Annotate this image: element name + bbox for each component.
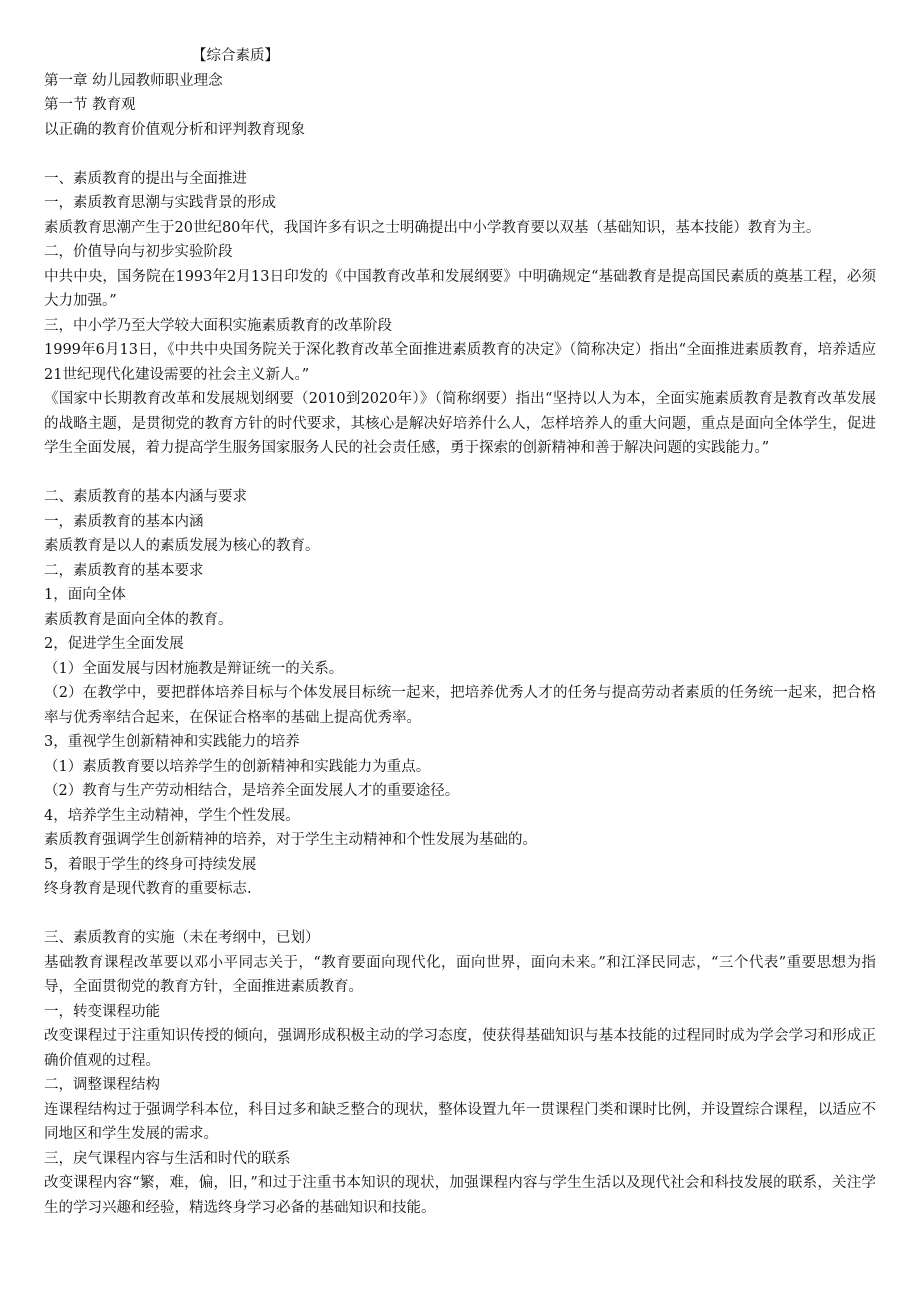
part2-sub1-title: 一，素质教育的基本内涵 — [44, 513, 204, 530]
requirement-2-item-2: （2）在教学中，要把群体培养目标与个体发展目标统一起来，把培养优秀人才的任务与提高劳动者素质的任务统一起来，把合格率与优秀率结合起来，在保证合格率的基础上提高优秀率。 — [44, 685, 876, 726]
requirement-3-item-1: （1）素质教育要以培养学生的创新精神和实践能力为重点。 — [44, 758, 431, 775]
spacer — [44, 902, 876, 927]
part1-sub1-title: 一，素质教育思潮与实践背景的形成 — [44, 195, 276, 211]
requirement-5-text: 终身教育是现代教育的重要标志. — [44, 881, 252, 897]
part3-sub3-text: 改变课程内容“繁，难，偏，旧，”和过于注重书本知识的现状，加强课程内容与学生生活以及现代社会和科技发展的联系，关注学生的学习兴趣和经验，精选终身学习必备的基础知识和技能。 — [44, 1175, 876, 1216]
requirement-5-title: 5，着眼于学生的终身可持续发展 — [44, 856, 257, 873]
part1-sub3-text1: 1999年6月13日，《中共中央国务院关于深化教育改革全面推进素质教育的决定》（简称决定）指出“全面推进素质教育，培养适应21世纪现代化建设需要的社会主义新人。” — [44, 342, 876, 383]
part3-intro: 基础教育课程改革要以邓小平同志关于，“教育要面向现代化，面向世界，面向未来。”和江泽民同志，“三个代表”重要思想为指导，全面贯彻党的教育方针，全面推进素质教育。 — [44, 954, 876, 995]
document-page — [44, 44, 876, 1220]
spacer — [44, 142, 876, 167]
part1-sub3-title: 三，中小学乃至大学较大面积实施素质教育的改革阶段 — [44, 317, 392, 334]
requirement-4-title: 4，培养学生主动精神，学生个性发展。 — [44, 807, 300, 824]
requirement-3-title: 3，重视学生创新精神和实践能力的培养 — [44, 734, 300, 750]
requirement-4-text: 素质教育强调学生创新精神的培养，对于学生主动精神和个性发展为基础的。 — [44, 832, 537, 848]
part3-heading: 三、素质教育的实施（未在考纲中，已划） — [44, 930, 320, 946]
part3-sub3-title: 三，戾气课程内容与生活和时代的联系 — [44, 1150, 291, 1167]
chapter-heading: 第一章 幼儿园教师职业理念 — [44, 72, 223, 89]
part1-heading: 一、素质教育的提出与全面推进 — [44, 170, 247, 187]
part1-sub3-text2: 《国家中长期教育改革和发展规划纲要（2010到2020年）》（简称纲要）指出“坚持以人为本，全面实施素质教育是教育改革发展的战略主题，是贯彻党的教育方针的时代要求，其核心是解决好培养什么人，怎样培养人的重大问题，重点是面向全体学生，促进学生全面发展，着力提高学生服务国家服务人民的社会责任感，勇于探索的创新精神和善于解决问题的实践能力。” — [44, 391, 876, 456]
part3-sub1-text: 改变课程过于注重知识传授的倾向，强调形成积极主动的学习态度，使获得基础知识与基本技能的过程同时成为学会学习和形成正确价值观的过程。 — [44, 1028, 876, 1069]
part2-sub2-title: 二，素质教育的基本要求 — [44, 562, 204, 579]
requirement-1-title: 1，面向全体 — [44, 587, 126, 603]
part3-sub2-text: 连课程结构过于强调学科本位，科目过多和缺乏整合的现状，整体设置九年一贯课程门类和课时比例，并设置综合课程，以适应不同地区和学生发展的需求。 — [44, 1101, 876, 1142]
part2-sub1-text: 素质教育是以人的素质发展为核心的教育。 — [44, 538, 320, 554]
requirement-2-title: 2，促进学生全面发展 — [44, 636, 184, 652]
part2-heading: 二、素质教育的基本内涵与要求 — [44, 489, 247, 505]
part3-sub1-title: 一，转变课程功能 — [44, 1003, 160, 1020]
part1-sub2-text: 中共中央，国务院在1993年2月13日印发的《中国教育改革和发展纲要》中明确规定“基础教育是提高国民素质的奠基工程，必须大力加强。” — [44, 268, 876, 309]
part3-sub2-title: 二，调整课程结构 — [44, 1077, 160, 1093]
document-title: 【综合素质】 — [192, 48, 279, 64]
intro-line: 以正确的教育价值观分析和评判教育现象 — [44, 121, 305, 138]
requirement-3-item-2: （2）教育与生产劳动相结合，是培养全面发展人才的重要途径。 — [44, 783, 460, 799]
requirement-1-text: 素质教育是面向全体的教育。 — [44, 611, 233, 628]
requirement-2-item-1: （1）全面发展与因材施教是辩证统一的关系。 — [44, 660, 344, 677]
spacer — [44, 461, 876, 486]
part1-sub1-text: 素质教育思潮产生于20世纪80年代，我国许多有识之士明确提出中小学教育要以双基（基础知识，基本技能）教育为主。 — [44, 219, 821, 236]
part1-sub2-title: 二，价值导向与初步实验阶段 — [44, 244, 233, 260]
section-heading: 第一节 教育观 — [44, 97, 136, 113]
